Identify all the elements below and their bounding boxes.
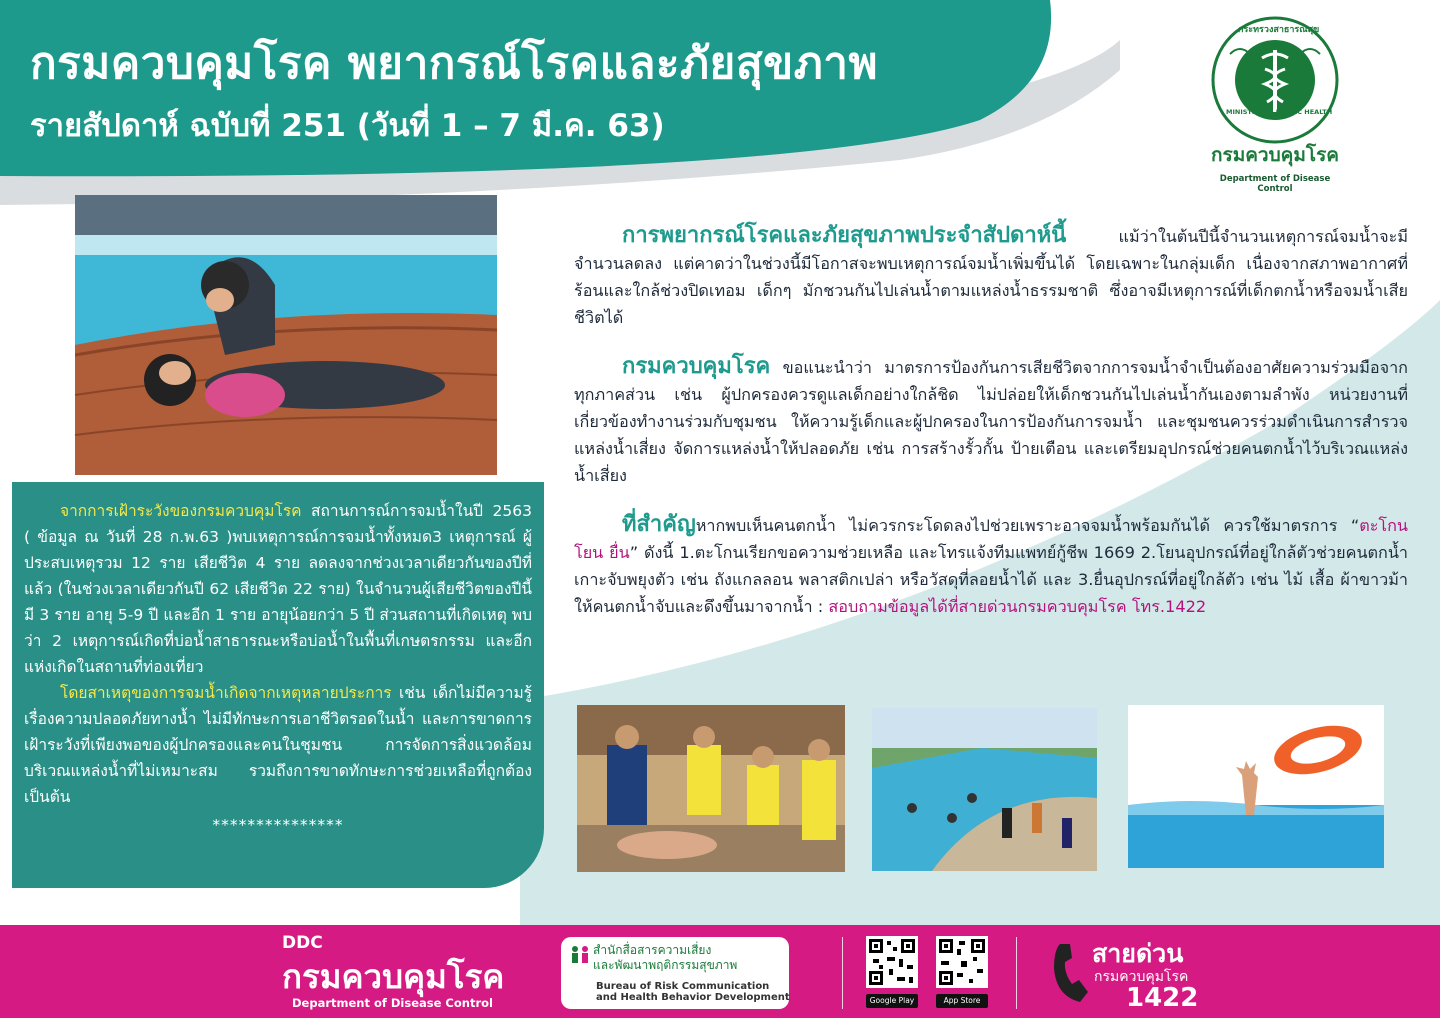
ddc-english-name: Department of Disease Control (292, 996, 493, 1010)
causes-paragraph (24, 680, 532, 810)
forecast-text (574, 222, 1408, 642)
app-store-badge[interactable]: App Store (936, 994, 988, 1008)
page-subtitle: รายสัปดาห์ ฉบับที่ 251 (วันที่ 1 – 7 มี.ค. 63) (30, 108, 665, 144)
qr-code-icon[interactable] (866, 936, 918, 988)
cpr-pool-photo (75, 195, 497, 475)
logo-ring-text-en: MINISTRY OF PUBLIC HEALTH (1226, 108, 1333, 116)
qr-code-icon[interactable] (936, 936, 988, 988)
bureau-english-line-2: and Health Behavior Development (596, 992, 790, 1003)
important-body-2: ดังนี้ 1.ตะโกนเรียกขอความช่วยเหลือ และโทรแจ้งทีมแพทย์กู้ชีพ 1669 2.โยนอุปกรณ์ที่อยู่ใกล้ตัวช่วยคนตกน้ำเกาะจับพยุงตัว เช่น ถังแกลลอน พลาสติกเปล่า หรือวัสดุที่ลอยน้ำได้ และ 3.ยื่นอุปกรณ์ที่อยู่ใกล้ตัว เช่น ไม้ เสื้อ ผ้าขาวม้า ให้คนตกน้ำจับและดึงขึ้นมาจากน้ำ : (574, 543, 1408, 616)
causes-lead: โดยสาเหตุของการจมน้ำเกิดจากเหตุหลายประการ (60, 684, 392, 702)
advice-lead: กรมควบคุมโรค (622, 354, 771, 379)
forecast-paragraph (574, 222, 1408, 331)
advice-paragraph (574, 353, 1408, 489)
footer-divider (842, 937, 843, 1009)
google-play-badge[interactable]: Google Play (866, 994, 918, 1008)
surveillance-body: สถานการณ์การจมน้ำในปี 2563 ( ข้อมูล ณ วันที่ 28 ก.พ.63 )พบเหตุการณ์การจมน้ำทั้งหมด3 เหตุการณ์ ผู้ประสบเหตุรวม 12 ราย เสียชีวิต 4 ราย ลดลงจากช่วงเวลาเดียวกันของปีที่แล้ว (ในช่วงเวลาเดียวกันปี 62 เสียชีวิต 22 ราย) ในจำนวนผู้เสียชีวิตของปีนี้มี 3 ราย อายุ 5-9 ปี และอีก 1 ราย อายุน้อยกว่า 5 ปี ส่วนสถานที่เกิดเหตุ พบว่า 2 เหตุการณ์เกิดที่บ่อน้ำสาธารณะหรือบ่อน้ำในพื้นที่เกษตรกรรม และอีกแห่งเกิดในสถานที่ท่องเที่ยว (24, 502, 532, 676)
ddc-thai-name: กรมควบคุมโรค (282, 957, 505, 996)
bureau-thai (593, 943, 737, 973)
bureau-english-line-1: Bureau of Risk Communication (596, 981, 770, 992)
slogan-quote-open: “ (1350, 516, 1360, 535)
slogan-quote-close: ” (629, 543, 639, 562)
bureau-english (596, 981, 790, 1003)
hotline-subtitle: กรมควบคุมโรค (1094, 969, 1189, 985)
causes-body: เช่น เด็กไม่มีความรู้เรื่องความปลอดภัยทางน้ำ ไม่มีทักษะการเอาชีวิตรอดในน้ำ และการขาดการเฝ้าระวังที่เพียงพอของผู้ปกครองและคนในชุมชน การจัดการสิ่งแวดล้อมบริเวณแหล่งน้ำที่ไม่เหมาะสม รวมถึงการขาดทักษะการช่วยเหลือที่ถูกต้อง เป็นต้น (24, 684, 532, 806)
footer-divider (1016, 937, 1017, 1009)
hotline-number[interactable]: 1422 (1126, 983, 1199, 1013)
forecast-body: แม้ว่าในต้นปีนี้จำนวนเหตุการณ์จมน้ำจะมีจำนวนลดลง แต่คาดว่าในช่วงนี้มีโอกาสจะพบเหตุการณ์จมน้ำเพิ่มขึ้นได้ โดยเฉพาะในกลุ่มเด็ก เนื่องจากสภาพอากาศที่ร้อนและใกล้ช่วงปิดเทอม เด็กๆ มักชวนกันไปเล่นน้ำตามแหล่งน้ำธรรมชาติ ซึ่งอาจมีเหตุการณ์ที่เด็กตกน้ำหรือจมน้ำเสียชีวิตได้ (574, 227, 1408, 327)
ddc-abbr: DDC (282, 933, 323, 953)
lifebuoy-hand-photo (1128, 705, 1384, 868)
page-title: กรมควบคุมโรค พยากรณ์โรคและภัยสุขภาพ (30, 38, 878, 89)
advice-body: ขอแนะนำว่า มาตรการป้องกันการเสียชีวิตจากการจมน้ำจำเป็นต้องอาศัยความร่วมมือจากทุกภาคส่วน เช่น ผู้ปกครองควรดูแลเด็กอย่างใกล้ชิด ไม่ปล่อยให้เด็กชวนกันไปเล่นน้ำกันเองตามลำพัง หน่วยงานที่เกี่ยวข้องทำงานร่วมกับชุมชน ให้ความรู้เด็กและผู้ปกครองในการป้องกันการจมน้ำ และชุมชนควรร่วมดำเนินการสำรวจแหล่งน้ำเสี่ยง จัดการแหล่งน้ำให้ปลอดภัย เช่น การสร้างรั้วกั้น ป้ายเตือน และเตรียมอุปกรณ์ช่วยคนตกน้ำไว้บริเวณแหล่งน้ำเสี่ยง (574, 358, 1408, 485)
logo-name: กรมควบคุมโรค (1210, 144, 1340, 166)
people-icon (568, 943, 592, 967)
surveillance-box (12, 482, 544, 888)
bureau-thai-line-1: สำนักสื่อสารความเสี่ยง (593, 943, 712, 957)
important-paragraph (574, 511, 1408, 620)
forecast-lead: การพยากรณ์โรคและภัยสุขภาพประจำสัปดาห์นี้ (622, 223, 1067, 248)
training-photo (577, 705, 845, 872)
logo-ring-text: กระทรวงสาธารณสุข (1238, 25, 1320, 35)
bureau-thai-line-2: และพัฒนาพฤติกรรมสุขภาพ (593, 958, 738, 972)
pool-lesson-photo (872, 708, 1097, 871)
hotline-inline: สอบถามข้อมูลได้ที่สายด่วนกรมควบคุมโรค โทร.1422 (828, 597, 1207, 616)
hotline-title: สายด่วน (1092, 939, 1184, 968)
surveillance-paragraph (24, 498, 532, 680)
important-body-1: หากพบเห็นคนตกน้ำ ไม่ควรกระโดดลงไปช่วยเพราะอาจจมน้ำพร้อมกันได้ ควรใช้มาตรการ (695, 516, 1351, 535)
important-lead: ที่สำคัญ (622, 512, 696, 537)
divider-stars: *************** (212, 816, 344, 834)
surveillance-lead: จากการเฝ้าระวังของกรมควบคุมโรค (60, 502, 302, 520)
slogan: ตะโกน โยน ยื่น (574, 516, 1408, 562)
phone-icon (1050, 940, 1092, 1006)
logo-name-en: Department of Disease Control (1219, 174, 1331, 194)
